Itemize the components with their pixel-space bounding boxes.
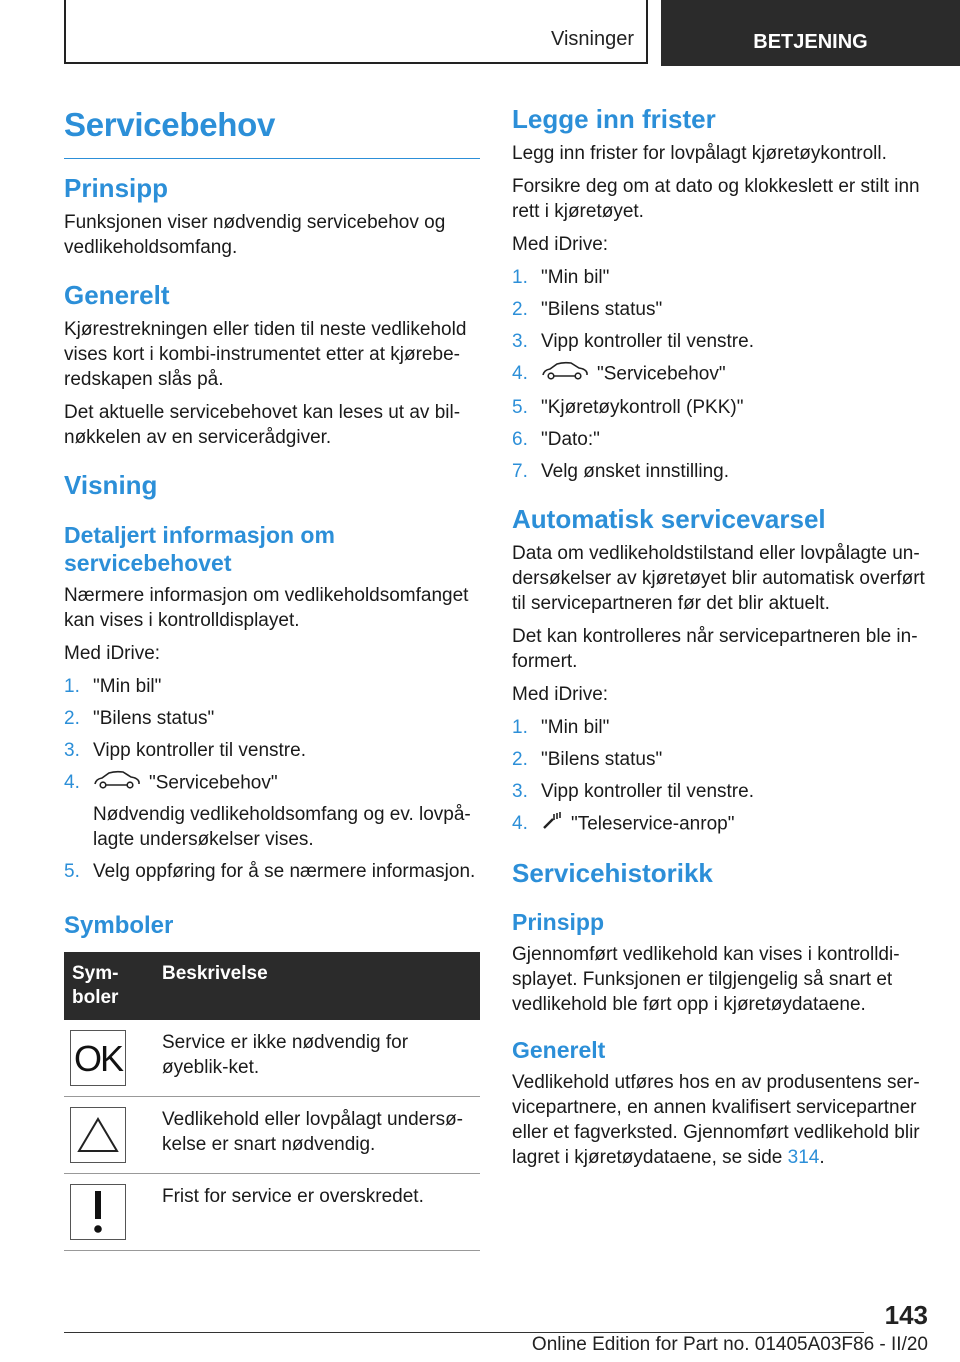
table-cell-description: Service er ikke nødvendig for øyeblik-ket.	[154, 1020, 480, 1097]
header-chapter-tab: BETJENING	[661, 0, 960, 66]
heading-visning: Visning	[64, 470, 158, 500]
column-header-description: Beskrivelse	[154, 952, 480, 1020]
heading-detaljert-informasjon: Detaljert informasjon om servicebehovet	[64, 522, 335, 576]
table-cell-description: Vedlikehold eller lovpålagt undersø-kelse er snart nødvendig.	[154, 1097, 480, 1174]
page-header	[0, 0, 960, 66]
left-column	[64, 100, 480, 1251]
auto-paragraph-2: Det kan kontrolleres når servicepartneren ble in-formert.	[512, 626, 918, 672]
heading-symboler: Symboler	[64, 912, 174, 939]
heading-servicehistorikk: Servicehistorikk	[512, 858, 713, 888]
car-icon	[541, 361, 589, 388]
list-item: 2. "Bilens status"	[512, 299, 663, 320]
detaljert-text: Nærmere informasjon om vedlikeholdsomfanget kan vises i kontrolldisplayet.	[64, 585, 469, 631]
step-note: Nødvendig vedlikeholdsomfang og ev. lovpå-lagte undersøkelser vises.	[93, 804, 471, 850]
med-idrive-label: Med iDrive:	[512, 684, 609, 705]
table-cell-description: Frist for service er overskredet.	[154, 1174, 480, 1251]
ok-symbol-icon: OK	[70, 1030, 126, 1086]
right-column	[512, 100, 928, 1178]
list-item: 5. "Kjøretøykontroll (PKK)"	[512, 397, 744, 418]
auto-paragraph-1: Data om vedlikeholdstilstand eller lovpålagte un-dersøkelser av kjøretøyet blir automatisk overført til servicepartneren før det blir aktuelt.	[512, 543, 925, 614]
med-idrive-label: Med iDrive:	[512, 234, 609, 255]
car-icon	[93, 770, 141, 797]
prinsipp-text: Funksjonen viser nødvendig servicebehov og vedlikeholdsomfang.	[64, 212, 446, 258]
heading-automatisk-servicevarsel: Automatisk servicevarsel	[512, 504, 826, 534]
list-item: 1. "Min bil"	[512, 717, 610, 738]
page-reference-link[interactable]: 314	[787, 1147, 820, 1168]
footer-divider	[64, 1332, 864, 1333]
page-title: Servicebehov	[64, 106, 480, 159]
heading-prinsipp: Prinsipp	[64, 173, 169, 203]
hist-generelt-text: Vedlikehold utføres hos en av produsentens ser-vicepartnere, en annen kvalifisert servicepartner eller et fagverksted. Gjennomført vedlikehold blir lagret i kjøretøydataene, se side 314.	[512, 1072, 920, 1168]
list-item: 7. Velg ønsket innstilling.	[512, 461, 729, 482]
teleservice-wrench-icon	[541, 811, 563, 838]
list-item: 1. "Min bil"	[64, 676, 162, 697]
list-item: 3. Vipp kontroller til venstre.	[512, 331, 754, 352]
list-item: 2. "Bilens status"	[64, 708, 215, 729]
page-number: 143	[884, 1300, 928, 1330]
header-section-title: Visninger	[550, 28, 634, 50]
list-item: 2. "Bilens status"	[512, 749, 663, 770]
list-item: 5. Velg oppføring for å se nærmere informasjon.	[64, 861, 476, 882]
generelt-paragraph-1: Kjørestrekningen eller tiden til neste vedlikehold vises kort i kombi-instrumentet etter at kjørebe-redskapen slås på.	[64, 319, 467, 390]
list-item: 4. "Teleservice-anrop"	[512, 811, 928, 838]
heading-legge-inn-frister: Legge inn frister	[512, 104, 716, 134]
auto-steps	[512, 715, 928, 838]
generelt-paragraph-2: Det aktuelle servicebehovet kan leses ut av bil-nøkkelen av en servicerådgiver.	[64, 402, 461, 448]
footer-edition: Online Edition for Part no. 01405A03F86 - II/20	[531, 1334, 928, 1355]
table-row	[64, 1174, 480, 1251]
warning-triangle-icon	[70, 1107, 126, 1163]
visning-steps	[64, 674, 480, 884]
list-item: 3. Vipp kontroller til venstre.	[512, 781, 754, 802]
list-item: 6. "Dato:"	[512, 429, 600, 450]
table-header-row	[64, 952, 480, 1020]
list-item: 4. "Servicebehov"	[512, 361, 928, 388]
heading-hist-generelt: Generelt	[512, 1037, 606, 1063]
symbols-table	[64, 952, 480, 1251]
column-header-symbols: Sym-boler	[64, 952, 154, 1020]
frister-steps	[512, 265, 928, 484]
heading-hist-prinsipp: Prinsipp	[512, 909, 605, 935]
frister-paragraph-1: Legg inn frister for lovpålagt kjøretøykontroll.	[512, 143, 887, 164]
exclamation-icon	[70, 1184, 126, 1240]
table-row	[64, 1020, 480, 1097]
list-item: 3. Vipp kontroller til venstre.	[64, 740, 306, 761]
table-row	[64, 1097, 480, 1174]
frister-paragraph-2: Forsikre deg om at dato og klokkeslett er stilt inn rett i kjøretøyet.	[512, 176, 920, 222]
list-item: 4. "Servicebehov" Nødvendig vedlikeholdsomfang og ev. lovpå-lagte undersøkelser vises.	[64, 770, 480, 852]
med-idrive-label: Med iDrive:	[64, 643, 161, 664]
list-item: 1. "Min bil"	[512, 267, 610, 288]
heading-generelt: Generelt	[64, 280, 170, 310]
hist-prinsipp-text: Gjennomført vedlikehold kan vises i kontrolldi-splayet. Funksjonen er tilgjengelig så snart et vedlikehold ble ført opp i kjøretøydataene.	[512, 944, 900, 1015]
